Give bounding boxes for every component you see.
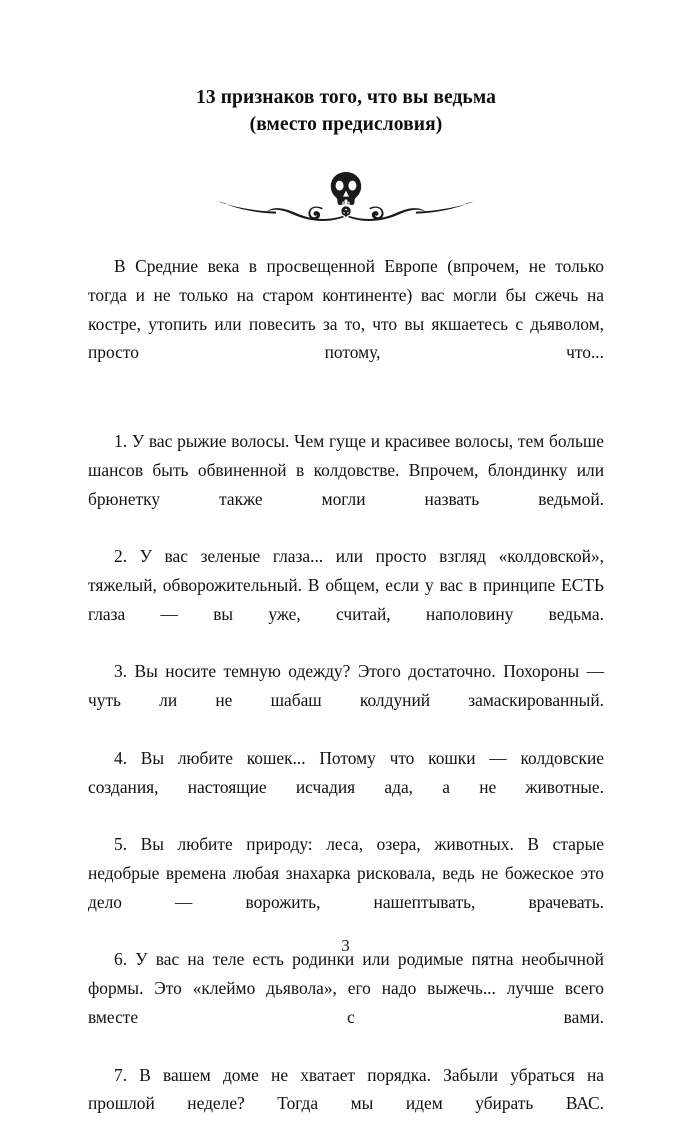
list-item-text: 2. У вас зеленые глаза... или просто взгляд «колдовской», тяжелый, обворожительный. В общем, если у вас в принципе ЕСТЬ глаза — вы уже, считай, наполовину ведьма.	[88, 546, 604, 624]
skull-flourish-divider-icon	[196, 168, 496, 226]
list-item	[88, 744, 604, 830]
list-item	[88, 1061, 604, 1147]
list-item-text: 7. В вашем доме не хватает порядка. Забыли убраться на прошлой неделе? Тогда мы идем убирать ВАС.	[88, 1064, 604, 1114]
list-item-text: 5. Вы любите природу: леса, озера, животных. В старые недобрые времена любая знахарка рисковала, ведь не божеское это дело — ворожить, нашептывать, врачевать.	[88, 834, 604, 912]
page-title-line-2: (вместо предисловия)	[249, 114, 443, 135]
intro-paragraph-text: В Средние века в просвещенной Европе (впрочем, не только тогда и не только на старом континенте) вас могли бы сжечь на костре, утопить или повесить за то, что вы якшаетесь с дьяволом, просто потому, что...	[88, 256, 604, 363]
list-item	[88, 657, 604, 743]
list-item-text: 3. Вы носите темную одежду? Этого достаточно. Похороны — чуть ли не шабаш колдуний замаскированный.	[88, 661, 604, 711]
list-item-text: 4. Вы любите кошек... Потому что кошки — колдовские создания, настоящие исчадия ада, а не животные.	[88, 747, 604, 797]
page-title	[88, 84, 604, 138]
list-item	[88, 830, 604, 945]
list-item-text: 6. У вас на теле есть родинки или родимые пятна необычной формы. Это «клеймо дьявола», его надо выжечь... лучше всего вместе с вами.	[88, 949, 604, 1027]
page-title-line-1: 13 признаков того, что вы ведьма	[196, 87, 496, 108]
list-item	[88, 542, 604, 657]
body-text	[88, 252, 604, 1147]
list-item	[88, 427, 604, 542]
list-item-text: 1. У вас рыжие волосы. Чем гуще и красивее волосы, тем больше шансов быть обвиненной в колдовстве. Впрочем, блондинку или брюнетку также могли назвать ведьмой.	[88, 430, 604, 509]
list-item	[88, 945, 604, 1060]
intro-paragraph	[88, 252, 604, 396]
page-number: 3	[341, 936, 350, 955]
